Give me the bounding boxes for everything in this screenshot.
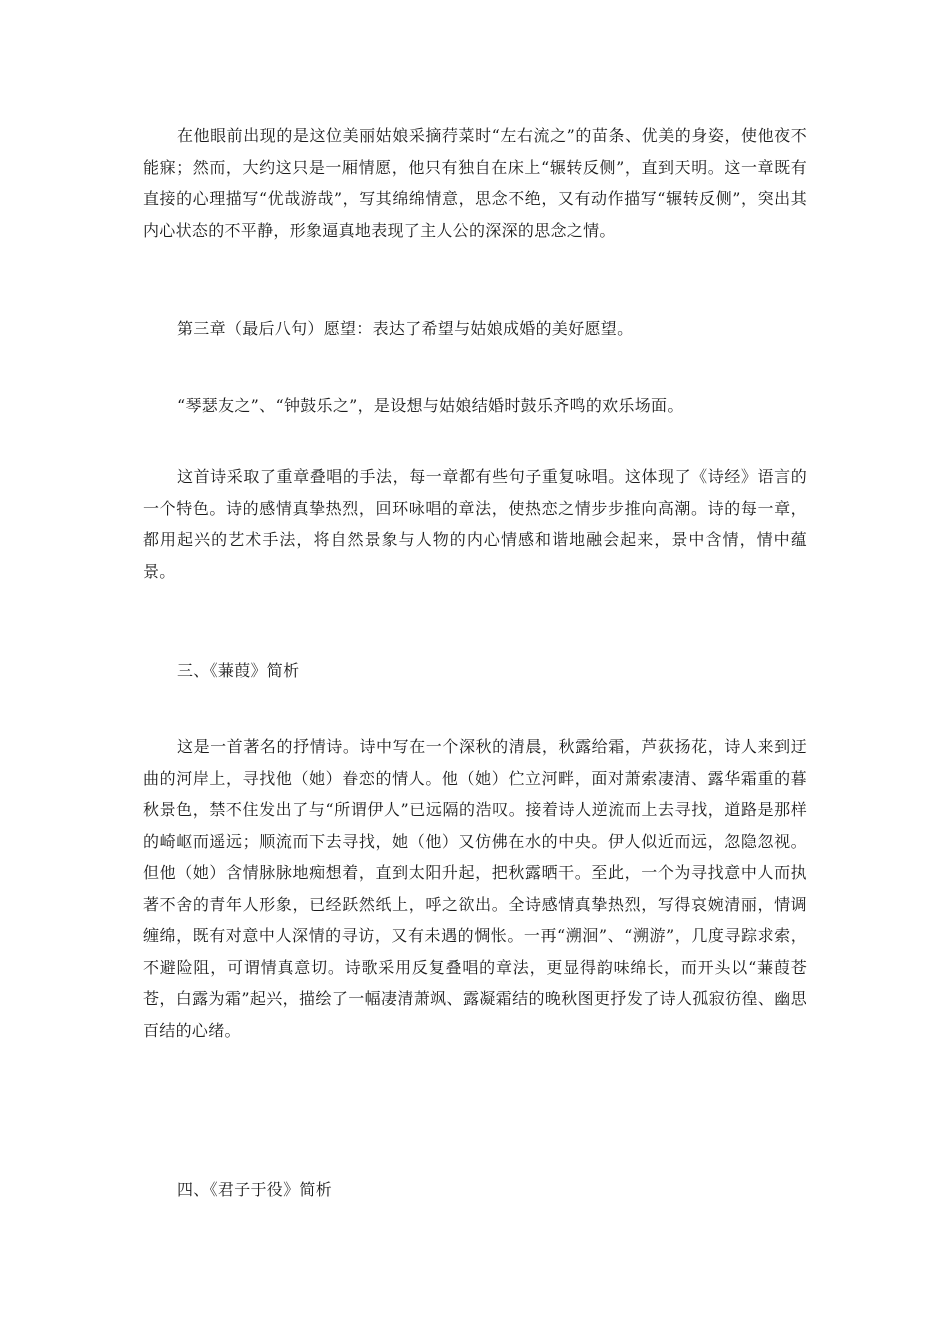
paragraph-longing: 在他眼前出现的是这位美丽姑娘采摘荇菜时“左右流之”的苗条、优美的身姿，使他夜不能寐；然而，大约这只是一厢情愿，他只有独自在床上“辗转反侧”，直到天明。这一章既有直接的心理描写“优哉游哉”，写其绵绵情意，思念不绝，又有动作描写“辗转反侧”，突出其内心状态的不平静，形象逼真地表现了主人公的深深的思念之情。: [143, 126, 807, 240]
paragraph-technique: 这首诗采取了重章叠唱的手法，每一章都有些句子重复咏唱。这体现了《诗经》语言的一个特色。诗的感情真挚热烈，回环咏唱的章法，使热恋之情步步推向高潮。诗的每一章，都用起兴的艺术手法，将自然景象与人物的内心情感和谐地融会起来，景中含情，情中蕴景。: [143, 467, 807, 581]
section-heading-jianjia: 三、《蒹葭》简析: [177, 661, 300, 680]
paragraph-jianjia-analysis: 这是一首著名的抒情诗。诗中写在一个深秋的清晨，秋露给霜，芦荻扬花，诗人来到迂曲的河岸上，寻找他（她）眷恋的情人。他（她）伫立河畔，面对萧索凄清、露华霜重的暮秋景色，禁不住发出了与“所谓伊人”已远隔的浩叹。接着诗人逆流而上去寻找，道路是那样的崎岖而遥远；顺流而下去寻找，她（他）又仿佛在水的中央。伊人似近而远，忽隐忽视。但他（她）含情脉脉地痴想着，直到太阳升起，把秋露晒干。至此，一个为寻找意中人而执著不舍的青年人形象，已经跃然纸上，呼之欲出。全诗感情真挚热烈，写得哀婉清丽，情调缠绵，既有对意中人深情的寻访，又有未遇的惆怅。一再“溯洄”、“溯游”，几度寻踪求索，不避险阻，可谓情真意切。诗歌采用反复叠唱的章法，更显得韵味绵长，而开头以“蒹葭苍苍，白露为霜”起兴，描绘了一幅凄清萧飒、露凝霜结的晚秋图更抒发了诗人孤寂彷徨、幽思百结的心绪。: [143, 737, 807, 1040]
paragraph-wedding-scene: “琴瑟友之”、“钟鼓乐之”，是设想与姑娘结婚时鼓乐齐鸣的欢乐场面。: [177, 396, 684, 415]
paragraph-chapter-three: 第三章（最后八句）愿望：表达了希望与姑娘成婚的美好愿望。: [177, 319, 634, 338]
section-heading-junzi-yuyi: 四、《君子于役》简析: [177, 1180, 333, 1199]
